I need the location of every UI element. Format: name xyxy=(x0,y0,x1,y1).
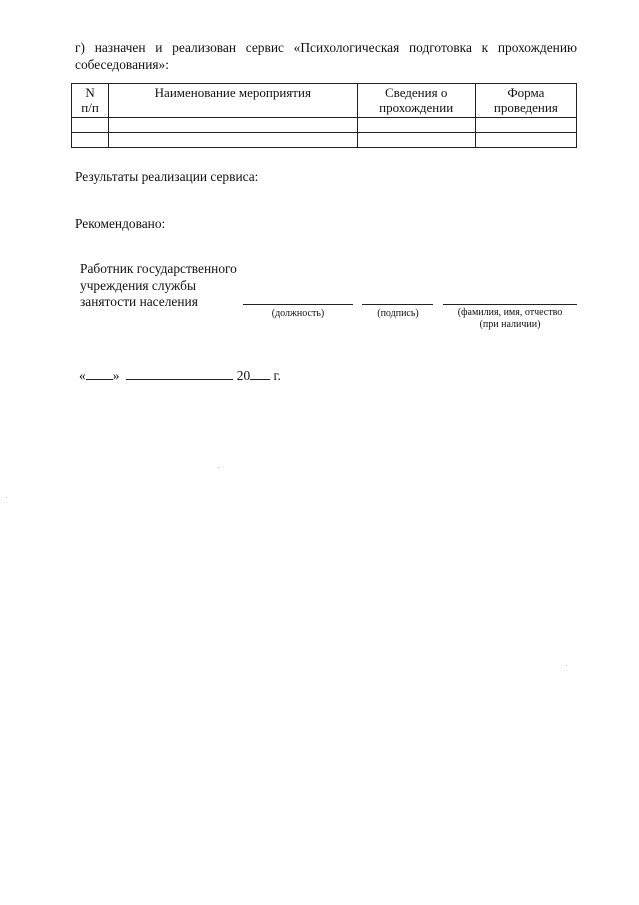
header-number-line1: N xyxy=(85,85,95,100)
header-number xyxy=(72,84,109,118)
header-form-line1: Форма xyxy=(507,85,545,100)
table-cell[interactable] xyxy=(72,133,109,148)
worker-title xyxy=(80,261,237,311)
full-name-field[interactable] xyxy=(443,304,577,305)
date-day-field[interactable] xyxy=(86,367,113,380)
worker-title-line3: занятости населения xyxy=(80,294,198,309)
full-name-caption-line1: (фамилия, имя, отчество xyxy=(457,307,563,318)
position-caption: (должность) xyxy=(271,308,325,319)
full-name-caption xyxy=(440,307,580,331)
date-month-field[interactable] xyxy=(126,367,233,380)
results-label: Результаты реализации сервиса: xyxy=(75,169,259,184)
table-row xyxy=(72,133,577,148)
scan-speck xyxy=(566,665,567,666)
table-cell[interactable] xyxy=(109,133,357,148)
table-cell[interactable] xyxy=(475,133,576,148)
position-field[interactable] xyxy=(243,304,353,305)
date-year-suffix: г. xyxy=(273,368,281,383)
header-form-line2: проведения xyxy=(493,100,558,115)
header-completion-line2: прохождении xyxy=(379,100,454,115)
worker-title-line1: Работник государственного xyxy=(80,261,237,276)
signature-caption: (подпись) xyxy=(377,308,419,319)
table-row xyxy=(72,118,577,133)
worker-title-line2: учреждения службы xyxy=(80,277,196,293)
scan-speck xyxy=(218,467,219,468)
date-close-quote: » xyxy=(112,368,120,383)
header-event-name-text: Наименование мероприятия xyxy=(154,85,311,100)
service-intro-paragraph: г) назначен и реализован сервис «Психологическая подготовка к прохождению собеседования»: xyxy=(75,40,577,72)
scan-speck xyxy=(6,497,7,498)
date-line xyxy=(79,367,281,384)
date-year-field[interactable] xyxy=(250,367,270,380)
table-cell[interactable] xyxy=(475,118,576,133)
full-name-caption-line2: (при наличии) xyxy=(479,319,541,330)
header-event-name xyxy=(109,84,357,118)
header-number-line2: п/п xyxy=(81,100,99,115)
table-cell[interactable] xyxy=(357,118,475,133)
header-completion-info xyxy=(357,84,475,118)
date-open-quote: « xyxy=(79,368,86,383)
table-header-row xyxy=(72,84,577,118)
table-cell[interactable] xyxy=(109,118,357,133)
services-table xyxy=(71,83,577,148)
recommended-label: Рекомендовано: xyxy=(75,216,166,231)
header-completion-line1: Сведения о xyxy=(384,85,448,100)
header-form xyxy=(475,84,576,118)
table-cell[interactable] xyxy=(72,118,109,133)
table-cell[interactable] xyxy=(357,133,475,148)
signature-field[interactable] xyxy=(362,304,433,305)
date-century: 20 xyxy=(236,368,251,383)
